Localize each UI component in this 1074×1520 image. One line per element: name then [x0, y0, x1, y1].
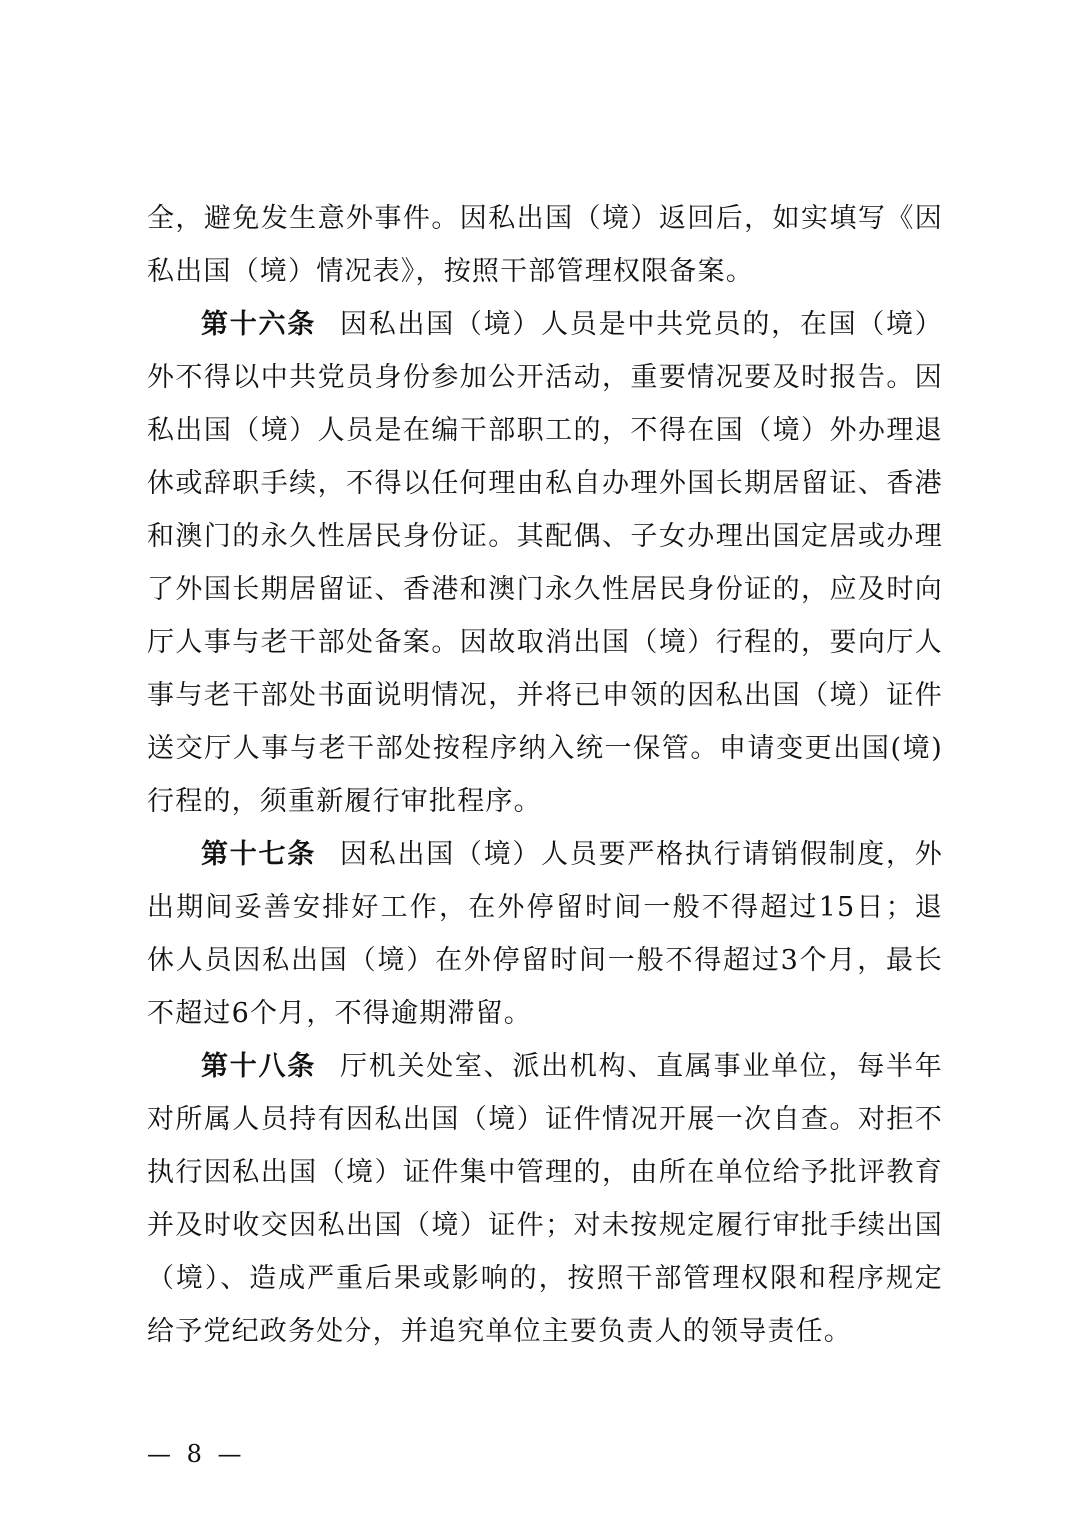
- document-body: [147, 192, 943, 1358]
- article-number: 第十八条: [201, 1051, 316, 1082]
- paragraph-article-17: [147, 828, 943, 1040]
- paragraph-article-16: [147, 298, 943, 828]
- article-number: 第十七条: [201, 839, 316, 870]
- paragraph-text: 全，避免发生意外事件。因私出国（境）返回后，如实填写《因私出国（境）情况表》，按照干部管理权限备案。: [147, 203, 943, 287]
- paragraph-article-18: [147, 1040, 943, 1358]
- paragraph-text: 因私出国（境）人员要严格执行请销假制度，外出期间妥善安排好工作，在外停留时间一般不得超过15日；退休人员因私出国（境）在外停留时间一般不得超过3个月，最长不超过6个月，不得逾期滞留。: [147, 839, 943, 1029]
- paragraph-continuation: [147, 192, 943, 298]
- article-number: 第十六条: [201, 309, 316, 340]
- paragraph-text: 厅机关处室、派出机构、直属事业单位，每半年对所属人员持有因私出国（境）证件情况开展一次自查。对拒不执行因私出国（境）证件集中管理的，由所在单位给予批评教育并及时收交因私出国（境）证件；对未按规定履行审批手续出国（境）、造成严重后果或影响的，按照干部管理权限和程序规定给予党纪政务处分，并追究单位主要负责人的领导责任。: [147, 1051, 943, 1347]
- page-number: — 8 —: [147, 1440, 246, 1468]
- paragraph-text: 因私出国（境）人员是中共党员的，在国（境）外不得以中共党员身份参加公开活动，重要情况要及时报告。因私出国（境）人员是在编干部职工的，不得在国（境）外办理退休或辞职手续，不得以任何理由私自办理外国长期居留证、香港和澳门的永久性居民身份证。其配偶、子女办理出国定居或办理了外国长期居留证、香港和澳门永久性居民身份证的，应及时向厅人事与老干部处备案。因故取消出国（境）行程的，要向厅人事与老干部处书面说明情况，并将已申领的因私出国（境）证件送交厅人事与老干部处按程序纳入统一保管。申请变更出国(境)行程的，须重新履行审批程序。: [147, 309, 943, 817]
